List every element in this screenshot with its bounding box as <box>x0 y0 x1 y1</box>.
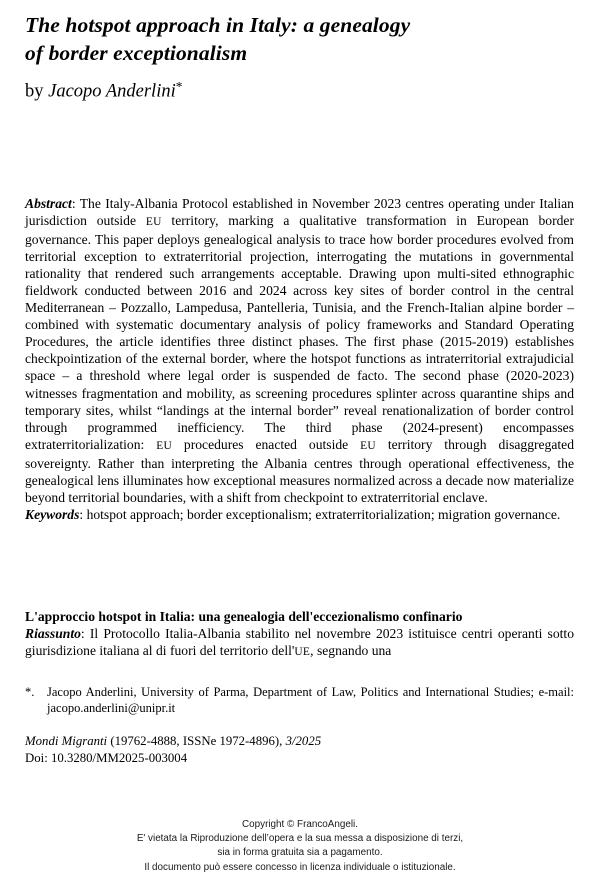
abstract-paragraph <box>25 195 574 506</box>
italian-text-part-2: , segnando una <box>310 643 392 659</box>
title-block <box>25 12 574 67</box>
footer-line-3: sia in forma gratuita sia a pagamento. <box>217 847 383 859</box>
journal-citation <box>25 733 574 750</box>
abstract-label: Abstract <box>25 196 72 211</box>
footer-line-2: E' vietata la Riproduzione dell’opera e la sua messa a disposizione di terzi, <box>136 833 464 845</box>
byline <box>25 79 574 103</box>
abstract-text-part-2: territory, marking a qualitative transformation in European border governance. This paper deploys genealogical analysis to trace how border procedures evolved from territorial exception to extraterritorial projection, interrogating the mutations in governmental rationality that rendered such arrangements acceptable. Drawing upon multi-sited ethnographic fieldwork conducted between 2016 and 2024 across key sites of border control in the central Mediterranean – Pozzallo, Lampedusa, Pantelleria, Tunisia, and the French-Italian alpine border – combined with systematic documentary analysis of policy frameworks and Standard Operating Procedures, the article identifies three distinct phases. The first phase (2015-2019) establishes checkpointization of the external border, where the hotspot functions as intraterritorial extrajudicial space – a threshold where legal order is suspended de facto. The second phase (2020-2023) witnesses fragmentation and mobility, as screening procedures splinter across quarantine ships and temporary sites, whilst “landings at the internal border” reveal renationalization of border control through programmed inefficiency. The third phase (2024-present) encompasses extraterritorialization: <box>25 213 574 452</box>
keywords-label: Keywords <box>25 506 80 522</box>
footnote-text: Jacopo Anderlini, University of Parma, Department of Law, Politics and International Studies; e-mail: jacopo.anderlini@unipr.it <box>47 685 574 715</box>
abstract-text-part-1: The Italy-Albania Protocol established in November 2023 centres operating under Italian jurisdiction outside <box>25 196 574 229</box>
abstract-acronym-eu-1: EU <box>145 216 162 229</box>
page-title <box>25 12 574 67</box>
copyright-footer <box>0 818 600 875</box>
italian-title: L'approccio hotspot in Italia: una genealogia dell'eccezionalismo confinario <box>25 609 463 624</box>
italian-abstract-block <box>25 608 574 661</box>
journal-name: Mondi Migranti <box>25 734 108 748</box>
paper-title-line-2: of border exceptionalism <box>25 40 248 65</box>
footer-line-1: Copyright © FrancoAngeli. <box>242 819 358 830</box>
citation-block <box>25 733 574 766</box>
abstract-text-part-4: territory through disaggregated sovereignty. Rather than interpreting the Albania centres through operational effectiveness, the genealogical lens illuminates how exceptional measures normalized across a decade now materialize beyond territorial boundaries, with a shift from checkpoint to extraterritorial enclave. <box>25 436 574 505</box>
footnote-block <box>25 684 574 716</box>
byline-prefix: by <box>25 81 49 102</box>
abstract-block <box>25 195 574 523</box>
riassunto-label-separator: : <box>80 626 90 642</box>
author-name: Jacopo Anderlini <box>48 81 176 102</box>
author-footnote <box>25 684 574 716</box>
journal-issue: 3/2025 <box>285 734 322 748</box>
keywords-text: hotspot approach; border exceptionalism; extraterritorialization; migration governance. <box>86 506 561 522</box>
keywords-label-separator: : <box>79 506 87 522</box>
journal-issn: (19762-4888, ISSNe 1972-4896), <box>107 734 286 748</box>
italian-abstract-paragraph <box>25 625 574 661</box>
abstract-acronym-eu-3: EU <box>360 439 376 452</box>
abstract-label-separator: : <box>71 196 80 211</box>
footer-line-4: Il documento può essere concesso in licenza individuale o istituzionale. <box>144 861 456 873</box>
footnote-reference-marker: * <box>175 79 183 94</box>
abstract-text-part-3: procedures enacted outside <box>172 436 361 452</box>
paper-title-line-1: The hotspot approach in Italy: a genealogy <box>25 13 411 37</box>
footnote-marker: *. <box>25 685 35 699</box>
abstract-acronym-eu-2: EU <box>156 439 172 452</box>
riassunto-label: Riassunto <box>25 626 81 642</box>
italian-text-part-1: Il Protocollo Italia-Albania stabilito nel novembre 2023 istituisce centri operanti sotto giurisdizione italiana al di fuori del territorio dell' <box>25 626 574 659</box>
keywords-paragraph <box>25 506 574 523</box>
doi-line: Doi: 10.3280/MM2025-003004 <box>25 750 188 765</box>
italian-acronym-ue: UE <box>294 646 311 659</box>
